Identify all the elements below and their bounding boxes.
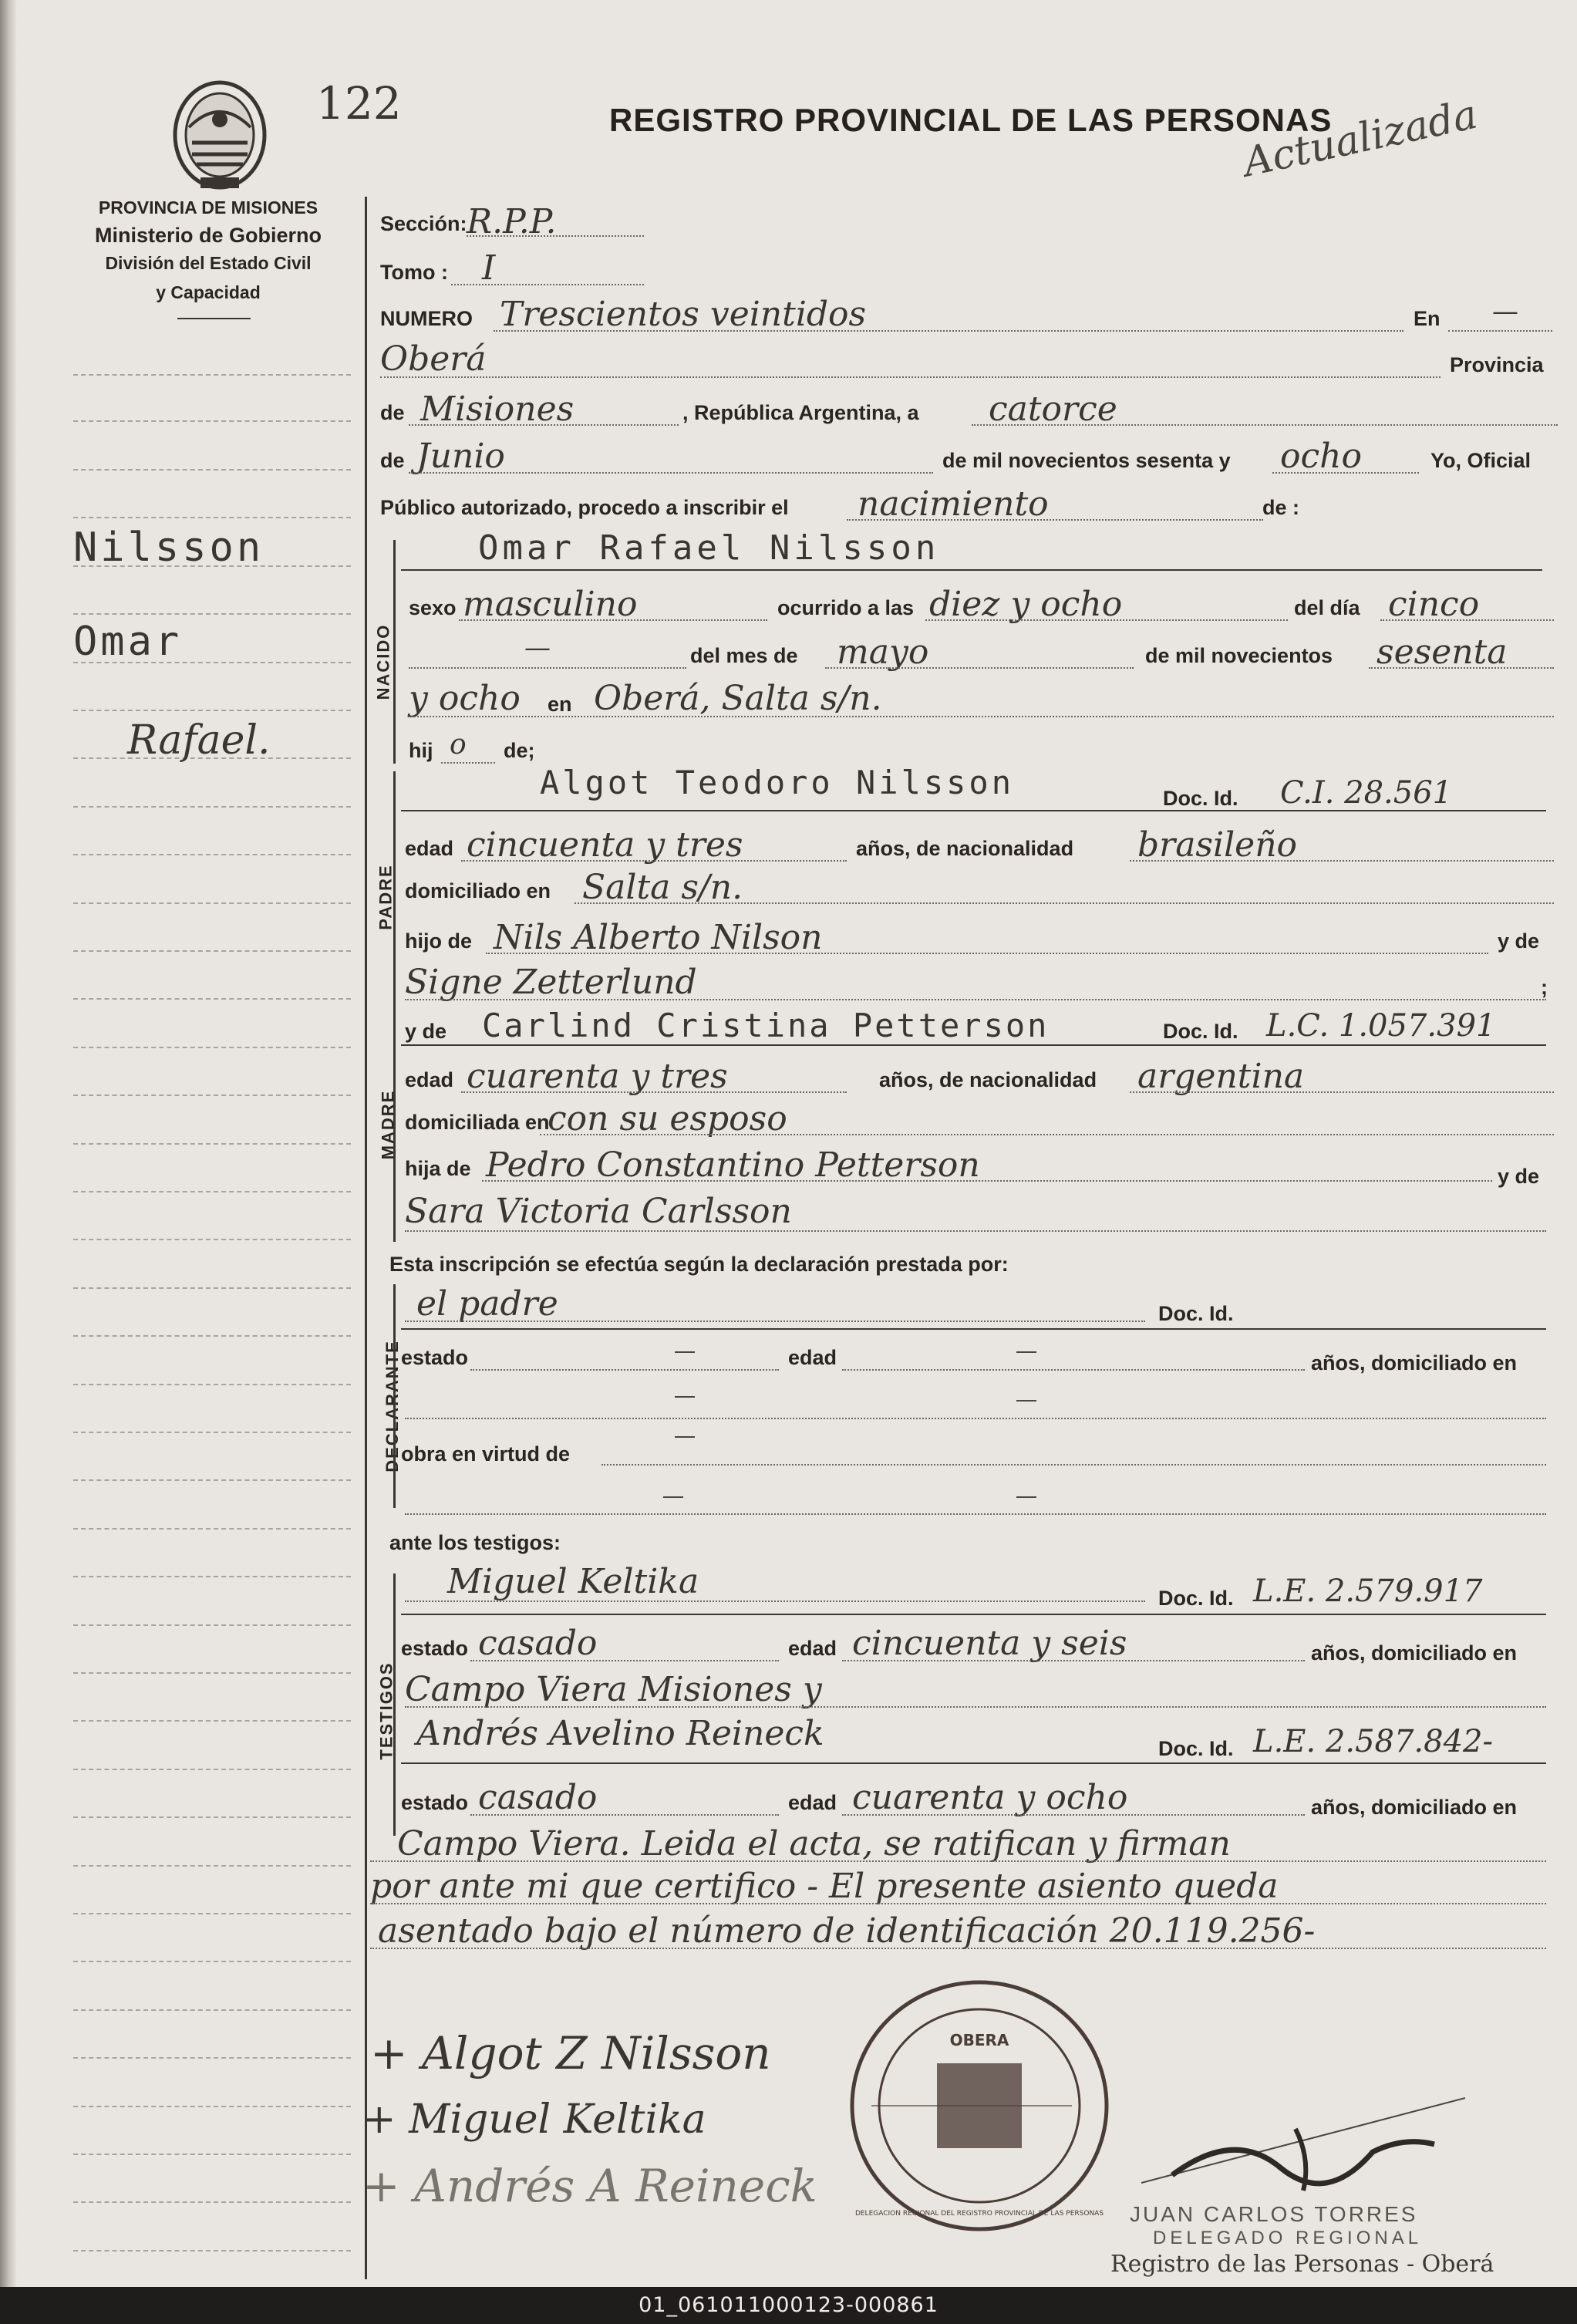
padre-madre-value: Signe Zetterlund (405, 963, 697, 1002)
nacido-dash: — (524, 632, 551, 663)
madre-hija-label: hija de (405, 1157, 471, 1180)
actualizada-annotation: Actualizada (1239, 91, 1481, 187)
testigo1-dom-line (405, 1706, 1546, 1708)
padre-dom-label: domiciliado en (405, 879, 551, 902)
madre-abuela-line (405, 1230, 1546, 1232)
closing-rule2 (370, 1948, 1546, 1949)
testigo2-doc-label: Doc. Id. (1158, 1737, 1234, 1760)
declarante-estado-line (470, 1369, 779, 1371)
declarante-dom-dash1 (675, 1396, 695, 1398)
padre-hijo-label: hijo de (405, 929, 472, 953)
testigo1-estado-value: casado (478, 1624, 598, 1663)
madre-dom-value: con su esposo (548, 1099, 787, 1138)
declarante-edad-line (842, 1369, 1305, 1371)
madre-edad-line (461, 1091, 847, 1093)
org-divider (177, 318, 251, 319)
image-filename-footer: 01_061011000123-000861 (0, 2287, 1577, 2324)
testigo2-estado-line (470, 1814, 779, 1816)
provincial-coat-of-arms (166, 73, 274, 193)
seccion-label: Sección: (380, 212, 467, 235)
padre-semicolon: ; (1541, 976, 1548, 999)
nacido-dash-line (409, 667, 686, 669)
testigo1-edad-line (842, 1660, 1305, 1661)
numero-label: NUMERO (380, 307, 473, 330)
madre-nac-label: años, de nacionalidad (879, 1068, 1097, 1091)
padre-doc-value: C.I. 28.561 (1280, 775, 1453, 811)
hora-value: diez y ocho (929, 585, 1123, 624)
declarante-estado-dash (675, 1351, 695, 1353)
section-label-madre: MADRE (378, 1089, 398, 1160)
tomo-value: I (482, 248, 496, 288)
section-label-padre: PADRE (376, 864, 396, 930)
official-seal (841, 1975, 1118, 2237)
closing-line1: por ante mi que certifico - El presente asiento queda (370, 1867, 1279, 1906)
lugar-nacimiento-line (409, 716, 1554, 717)
padre-yde-label: y de (1498, 929, 1540, 953)
madre-yde2-label: y de (1498, 1165, 1540, 1188)
dia-line (972, 424, 1558, 426)
hij-value: o (450, 729, 467, 761)
padre-doc-label: Doc. Id. (1163, 787, 1238, 810)
sexo-label: sexo (409, 596, 457, 619)
provincia-value: Misiones (420, 390, 575, 429)
en-label: En (1414, 307, 1441, 330)
testigo1-edad-label: edad (788, 1637, 837, 1660)
padre-dom-value: Salta s/n. (582, 868, 743, 907)
en-value: — (1492, 296, 1518, 327)
declarante-extra-dash1 (663, 1496, 683, 1498)
official-name: JUAN CARLOS TORRES (1130, 2202, 1418, 2226)
tomo-line (451, 284, 644, 285)
declarante-intro: Esta inscripción se efectúa según la declaración prestada por: (389, 1253, 1009, 1276)
declarante-top-line (401, 1328, 1546, 1330)
closing-rule1 (370, 1903, 1546, 1904)
padre-hijo-value: Nils Alberto Nilson (494, 918, 823, 957)
madre-hija-line (482, 1180, 1492, 1182)
testigo1-doc-label: Doc. Id. (1158, 1587, 1234, 1610)
nacido-border (393, 540, 396, 764)
en-line (1448, 330, 1552, 332)
anio-nacimiento-line (1369, 667, 1554, 669)
closing-line2: asentado bajo el número de identificación 20.119.256- (378, 1911, 1316, 1951)
anio-nacimiento-value: sesenta (1377, 632, 1508, 672)
org-capacity: y Capacidad (156, 282, 261, 302)
testigo2-dom-value: Campo Viera. Leida el acta, se ratifican y firman (397, 1824, 1231, 1864)
anio-line (1272, 472, 1419, 474)
padre-nac-value: brasileño (1137, 825, 1298, 865)
padre-border (393, 771, 396, 1007)
testigo2-estado-value: casado (478, 1778, 598, 1817)
mes-nacimiento-line (825, 667, 1134, 669)
margin-surname: Nilsson (73, 525, 265, 571)
ocurrido-label: ocurrido a las (777, 596, 915, 619)
hora-line (925, 619, 1288, 621)
signature-padre: + Algot Z Nilsson (370, 2027, 771, 2079)
testigo2-anios-label: años, domiciliado en (1311, 1796, 1518, 1819)
padre-dom-line (575, 902, 1554, 904)
mes-nacimiento-value: mayo (837, 632, 929, 672)
declarante-dom-dash2 (1016, 1400, 1036, 1401)
testigo1-edad-value: cincuenta y seis (852, 1624, 1127, 1663)
testigos-intro: ante los testigos: (389, 1531, 561, 1554)
testigo2-doc-value: L.E. 2.587.842- (1253, 1724, 1493, 1759)
declarante-obra-line (601, 1464, 1546, 1466)
madre-nombre-line (401, 1044, 1546, 1046)
seal-text: DELEGACION REGIONAL DEL REGISTRO PROVINCIAL DE LAS PERSONAS (854, 2210, 1104, 2218)
section-label-declarante: DECLARANTE (382, 1340, 402, 1472)
official-signature (1141, 2083, 1465, 2206)
anio2-value: y ocho (409, 679, 521, 718)
mes-value: Junio (416, 437, 505, 476)
testigos-border (393, 1574, 396, 1836)
seccion-line (467, 235, 644, 237)
padre-nac-line (1130, 860, 1554, 862)
lugar-nacimiento-value: Oberá, Salta s/n. (594, 679, 882, 718)
dia-value: catorce (989, 390, 1117, 429)
main-left-border (365, 197, 367, 2279)
org-division: División del Estado Civil (105, 253, 312, 273)
mil-nov-label: de mil novecientos (1145, 644, 1333, 667)
hij-line (441, 762, 495, 764)
padre-nac-label: años, de nacionalidad (856, 837, 1074, 860)
publico-label: Público autorizado, procedo a inscribir el (380, 496, 789, 519)
signature-testigo2: + Andrés A Reineck (362, 2160, 817, 2212)
lugar-line (380, 376, 1441, 378)
declarante-obra-label: obra en virtud de (401, 1442, 571, 1466)
testigo1-doc-value: L.E. 2.579.917 (1253, 1574, 1483, 1609)
nacido-nombre-line (401, 569, 1542, 571)
madre-edad-label: edad (405, 1068, 454, 1091)
padre-edad-label: edad (405, 837, 454, 860)
declarante-obra-dash (675, 1436, 695, 1438)
margin-first-name: Omar (73, 619, 183, 665)
testigo2-edad-line (842, 1814, 1305, 1816)
declarante-border (393, 1284, 396, 1508)
madre-edad-value: cuarenta y tres (467, 1057, 728, 1096)
declarante-extra-dash2 (1016, 1496, 1036, 1498)
testigo1-estado-label: estado (401, 1637, 469, 1660)
de-label: de (380, 401, 405, 424)
madre-nac-line (1130, 1091, 1554, 1093)
provincia-line (409, 424, 679, 426)
mes-label: del mes de (690, 644, 798, 667)
declarante-edad-dash (1016, 1351, 1036, 1353)
testigo1-nombre-line (405, 1600, 1145, 1602)
declarante-doc-label: Doc. Id. (1158, 1302, 1234, 1325)
madre-dom-line (540, 1134, 1554, 1135)
declarante-nombre: el padre (416, 1284, 558, 1324)
dia-nacimiento-line (1380, 619, 1554, 621)
lugar-value: Oberá (380, 339, 487, 379)
closing-line0 (370, 1860, 1546, 1862)
de2-label: de (380, 449, 405, 472)
official-role: DELEGADO REGIONAL (1153, 2228, 1423, 2248)
de3-label: de : (1262, 496, 1300, 519)
testigo2-edad-value: cuarenta y ocho (852, 1778, 1128, 1817)
acto-line (847, 519, 1263, 521)
testigo1-dom-value: Campo Viera Misiones y (405, 1670, 822, 1709)
madre-nac-value: argentina (1137, 1057, 1305, 1096)
acto-value: nacimiento (858, 484, 1049, 524)
numero-line (494, 330, 1403, 332)
margin-second-name: Rafael. (127, 717, 271, 764)
numero-value: Trescientos veintidos (500, 295, 867, 334)
anio-value: ocho (1280, 437, 1362, 476)
padre-edad-line (461, 860, 847, 862)
section-label-nacido: NACIDO (373, 623, 393, 700)
declarante-estado-label: estado (401, 1346, 469, 1369)
seccion-value: R.P.P. (467, 202, 557, 241)
provincia-label: Provincia (1450, 353, 1544, 376)
testigo2-estado-label: estado (401, 1791, 469, 1814)
padre-hijo-line (486, 953, 1488, 954)
testigo1-top-line (401, 1614, 1546, 1615)
testigo1-anios-label: años, domiciliado en (1311, 1641, 1518, 1665)
testigo2-nombre: Andrés Avelino Reineck (416, 1714, 824, 1753)
page-number: 122 (316, 77, 402, 130)
declarante-dom-line (405, 1418, 1546, 1419)
declarante-edad-label: edad (788, 1346, 837, 1369)
official-office: Registro de las Personas - Oberá (1110, 2251, 1494, 2278)
madre-nombre: Carlind Cristina Petterson (482, 1007, 1050, 1044)
tomo-label: Tomo : (380, 261, 448, 284)
padre-nombre: Algot Teodoro Nilsson (540, 764, 1015, 801)
mil-label: de mil novecientos sesenta y (942, 449, 1231, 472)
signature-testigo1: + Miguel Keltika (362, 2096, 706, 2143)
en-nacido-label: en (548, 693, 572, 716)
madre-yde-label: y de (405, 1020, 447, 1043)
declarante-nombre-line (405, 1321, 1145, 1322)
testigo2-edad-label: edad (788, 1791, 837, 1814)
declarante-extra-line (405, 1513, 1546, 1515)
sexo-line (459, 619, 767, 621)
madre-abuela-value: Sara Victoria Carlsson (405, 1192, 792, 1231)
madre-doc-label: Doc. Id. (1163, 1020, 1238, 1043)
oficial-label: Yo, Oficial (1430, 449, 1532, 472)
madre-dom-label: domiciliada en (405, 1111, 550, 1134)
sexo-value: masculino (463, 585, 638, 624)
republica-label: , República Argentina, a (682, 401, 919, 424)
section-label-testigos: TESTIGOS (376, 1661, 396, 1760)
declarante-anios-label: años, domiciliado en (1311, 1351, 1518, 1374)
madre-hija-value: Pedro Constantino Petterson (486, 1145, 980, 1185)
org-province: PROVINCIA DE MISIONES (98, 197, 318, 218)
testigo2-top-line (401, 1762, 1546, 1764)
document-title: REGISTRO PROVINCIAL DE LAS PERSONAS (609, 102, 1333, 138)
padre-nombre-line (401, 810, 1546, 811)
dia-nacimiento-value: cinco (1388, 585, 1480, 624)
org-ministry: Ministerio de Gobierno (94, 224, 322, 247)
padre-madre-line (405, 999, 1546, 1000)
hij-label: hij (409, 739, 433, 762)
madre-border (393, 1007, 396, 1242)
padre-edad-value: cincuenta y tres (467, 825, 743, 865)
testigo1-estado-line (470, 1660, 779, 1661)
mes-line (409, 472, 933, 474)
del-dia-label: del día (1294, 596, 1360, 619)
hij-de-label: de; (504, 739, 535, 762)
testigo1-nombre: Miguel Keltika (447, 1562, 699, 1601)
nacido-nombre: Omar Rafael Nilsson (478, 528, 940, 568)
madre-doc-value: L.C. 1.057.391 (1266, 1008, 1496, 1044)
seal-center: OBERA (949, 2031, 1009, 2049)
